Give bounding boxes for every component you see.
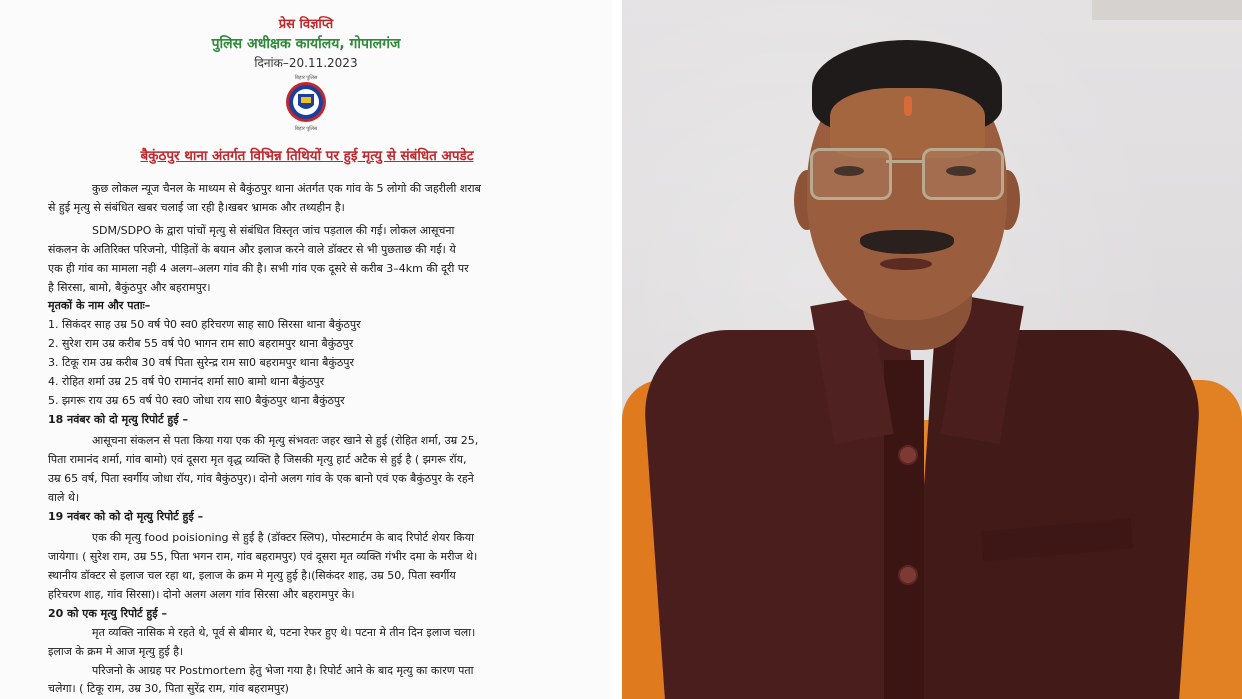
wall-frame [1092, 0, 1242, 20]
bihar-police-emblem [280, 72, 332, 132]
body-line: एक की मृत्यु food poisioning से हुई है (डॉक्टर स्लिप), पोस्टमार्टम के बाद रिपोर्ट शेयर किया [92, 531, 474, 544]
section-heading-20-nov: 20 को एक मृत्यु रिपोर्ट हुई – [48, 607, 167, 620]
glasses-lens-right [922, 148, 1004, 200]
body-line: इलाज के क्रम मे आज मृत्यु हुई है। [48, 645, 184, 658]
body-line: चलेगा। ( टिकू राम, उम्र 30, पिता सुरेंद्र राम, गांव बहरामपुर) [48, 682, 289, 695]
emblem-top-text: बिहार पुलिस [294, 75, 318, 81]
body-line: पिता रामानंद शर्मा, गांव बामो) एवं दूसरा मृत वृद्ध व्यक्ति है जिसकी मृत्यु हार्ट अटैक से हुई है ( झगरू रॉय, [48, 453, 467, 466]
body-line: वाले थे। [48, 491, 80, 504]
glasses-bridge [886, 160, 924, 163]
jacket-button [898, 565, 918, 585]
panel-divider [612, 0, 622, 699]
official-portrait-photo [622, 0, 1242, 699]
body-line: हरिचरण शाह, गांव सिरसा)। दोनो अलग अलग गांव सिरसा और बहरामपुर के। [48, 588, 355, 601]
glasses-lens-left [810, 148, 892, 200]
jacket-opening [884, 360, 924, 699]
body-line: उम्र 65 वर्ष, पिता स्वर्गीय जोधा रॉय, गांव बैकुंठपुर)। दोनो अलग गांव के एक बानो एवं एक बैकुंठपुर के रहने [48, 472, 474, 485]
section-heading-18-nov: 18 नवंबर को दो मृत्यु रिपोर्ट हुई – [48, 413, 188, 426]
release-date: दिनांक–20.11.2023 [254, 56, 358, 70]
body-line: मृत व्यक्ति नासिक मे रहते थे, पूर्व से बीमार थे, पटना रेफर हुए थे। पटना मे तीन दिन इलाज चला। [92, 626, 476, 639]
mustache [860, 230, 954, 254]
body-line: जायेगा। ( सुरेश राम, उम्र 55, पिता भगन राम, गांव बहरामपुर) एवं दूसरा मृत व्यक्ति गंभीर दमा के मरीज थे। [48, 550, 478, 563]
body-line: स्थानीय डॉक्टर से इलाज चल रहा था, इलाज के क्रम मे मृत्यु हुई है।(सिकंदर शाह, उम्र 50, पिता स्वर्गीय [48, 569, 456, 582]
deceased-item: 3. टिकू राम उम्र करीब 30 वर्ष पिता सुरेन्द्र राम सा0 बहरामपुर थाना बैकुंठपुर [48, 356, 354, 369]
deceased-item: 5. झगरू राय उम्र 65 वर्ष पे0 स्व0 जोधा राय सा0 बैकुंठपुर थाना बैकुंठपुर [48, 394, 345, 407]
tilak-mark [904, 96, 912, 116]
body-line: एक ही गांव का मामला नही 4 अलग–अलग गांव की है। सभी गांव एक दूसरे से करीब 3–4km की दूरी पर [48, 262, 469, 275]
jacket-button [898, 445, 918, 465]
deceased-item: 2. सुरेश राम उम्र करीब 55 वर्ष पे0 भागन राम सा0 बहरामपुर थाना बैकुंठपुर [48, 337, 354, 350]
body-line: है सिरसा, बामो, बैकुंठपुर और बहरामपुर। [48, 281, 211, 294]
body-line: से हुई मृत्यु से संबंधित खबर चलाई जा रही है।खबर भ्रामक और तथ्यहीन है। [48, 201, 345, 214]
body-line: SDM/SDPO के द्वारा पांचों मृत्यु से संबंधित विस्तृत जांच पड़ताल की गई। लोकल आसूचना [92, 224, 455, 237]
press-release-document [0, 0, 612, 699]
section-heading-19-nov: 19 नवंबर को को दो मृत्यु रिपोर्ट हुई – [48, 510, 204, 523]
body-line: आसूचना संकलन से पता किया गया एक की मृत्यु संभवतः जहर खाने से हुई (रोहित शर्मा, उम्र 25, [92, 434, 479, 447]
emblem-bottom-text: बिहार पुलिस [294, 126, 318, 132]
office-name: पुलिस अधीक्षक कार्यालय, गोपालगंज [211, 36, 401, 52]
deceased-list-heading: मृतकों के नाम और पताः– [48, 299, 151, 312]
deceased-item: 1. सिकंदर साह उम्र 50 वर्ष पे0 स्व0 हरिचरण साह सा0 सिरसा थाना बैकुंठपुर [48, 318, 361, 331]
deceased-item: 4. रोहित शर्मा उम्र 25 वर्ष पे0 रामानंद शर्मा सा0 बामो थाना बैकुंठपुर [48, 375, 325, 388]
body-line: परिजनो के आग्रह पर Postmortem हेतु भेजा गया है। रिपोर्ट आने के बाद मृत्यु का कारण पता [92, 664, 474, 677]
mouth [880, 258, 932, 270]
release-title: बैकुंठपुर थाना अंतर्गत विभिन्न तिथियों पर हुई मृत्यु से संबंधित अपडेट [140, 148, 474, 164]
body-line: कुछ लोकल न्यूज चैनल के माध्यम से बैकुंठपुर थाना अंतर्गत एक गांव के 5 लोगो की जहरीली शराब [92, 182, 481, 195]
press-release-heading: प्रेस विज्ञप्ति [278, 17, 334, 32]
body-line: संकलन के अतिरिक्त परिजनो, पीड़ितों के बयान और इलाज करने वाले डॉक्टर से भी पुछताछ की गई। ये [48, 243, 456, 256]
